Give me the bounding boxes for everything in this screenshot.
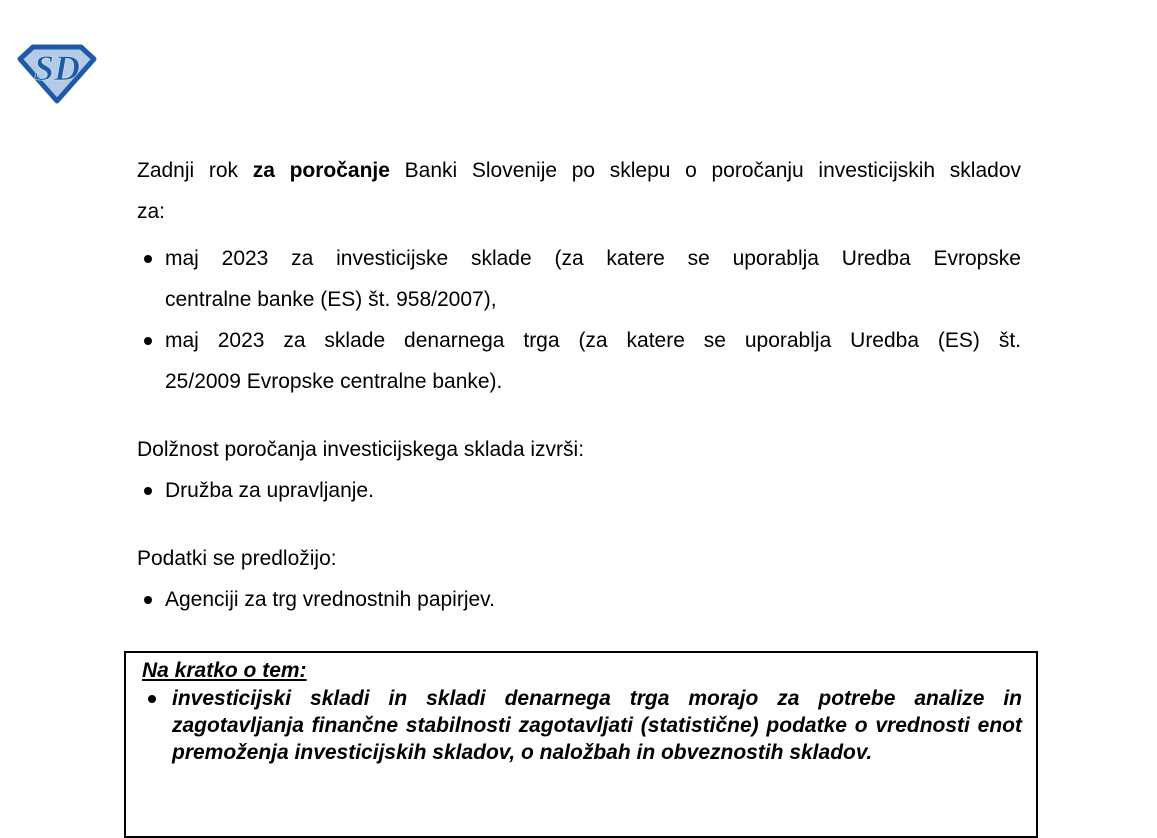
- list-item: [142, 685, 1022, 766]
- intro-text-pre: Zadnji rok: [137, 159, 253, 182]
- intro-text-bold: za poročanje: [252, 159, 390, 182]
- sd-shield-icon: [13, 43, 101, 105]
- submission-list: [137, 579, 1021, 620]
- bullet-line: Družba za upravljanje.: [165, 479, 374, 502]
- list-item: [137, 579, 1021, 620]
- logo-letters: SD: [33, 48, 81, 88]
- list-item: [137, 320, 1021, 402]
- bullet-line: maj 2023 za investicijske sklade (za katere se uporablja Uredba Evropske: [165, 247, 1021, 270]
- bullet-icon: [144, 337, 152, 345]
- summary-list: [142, 685, 1022, 766]
- intro-text-post: Banki Slovenije po sklepu o poročanju investicijskih skladov: [389, 159, 1021, 182]
- bullet-icon: [144, 255, 152, 263]
- deadline-list: [137, 238, 1021, 402]
- intro-line-2: za:: [137, 200, 166, 223]
- bullet-line: premoženja investicijskih skladov, o naložbah in obveznostih skladov.: [172, 741, 873, 764]
- bullet-line: 25/2009 Evropske centralne banke).: [165, 370, 503, 393]
- bullet-icon: [148, 695, 156, 703]
- bullet-icon: [144, 487, 152, 495]
- company-logo: [13, 43, 101, 105]
- bullet-line: Agenciji za trg vrednostnih papirjev.: [165, 588, 495, 611]
- bullet-line: investicijski skladi in skladi denarnega trga morajo za potrebe analize in: [172, 687, 1022, 710]
- bullet-line: zagotavljanja finančne stabilnosti zagotavljati (statistične) podatke o vrednosti enot: [172, 714, 1022, 737]
- summary-box-heading: Na kratko o tem:: [142, 659, 307, 682]
- bullet-line: maj 2023 za sklade denarnega trga (za katere se uporablja Uredba (ES) št.: [165, 329, 1021, 352]
- duty-heading: Dolžnost poročanja investicijskega sklada izvrši:: [137, 438, 585, 461]
- intro-paragraph: [137, 150, 1021, 232]
- duty-list: [137, 470, 1021, 511]
- bullet-line: centralne banke (ES) št. 958/2007),: [165, 288, 497, 311]
- list-item: [137, 470, 1021, 511]
- intro-line-1: [137, 150, 1021, 191]
- submission-heading: Podatki se predložijo:: [137, 547, 337, 570]
- bullet-icon: [144, 596, 152, 604]
- document-body: [137, 150, 1021, 620]
- summary-box: [124, 651, 1038, 838]
- list-item: [137, 238, 1021, 320]
